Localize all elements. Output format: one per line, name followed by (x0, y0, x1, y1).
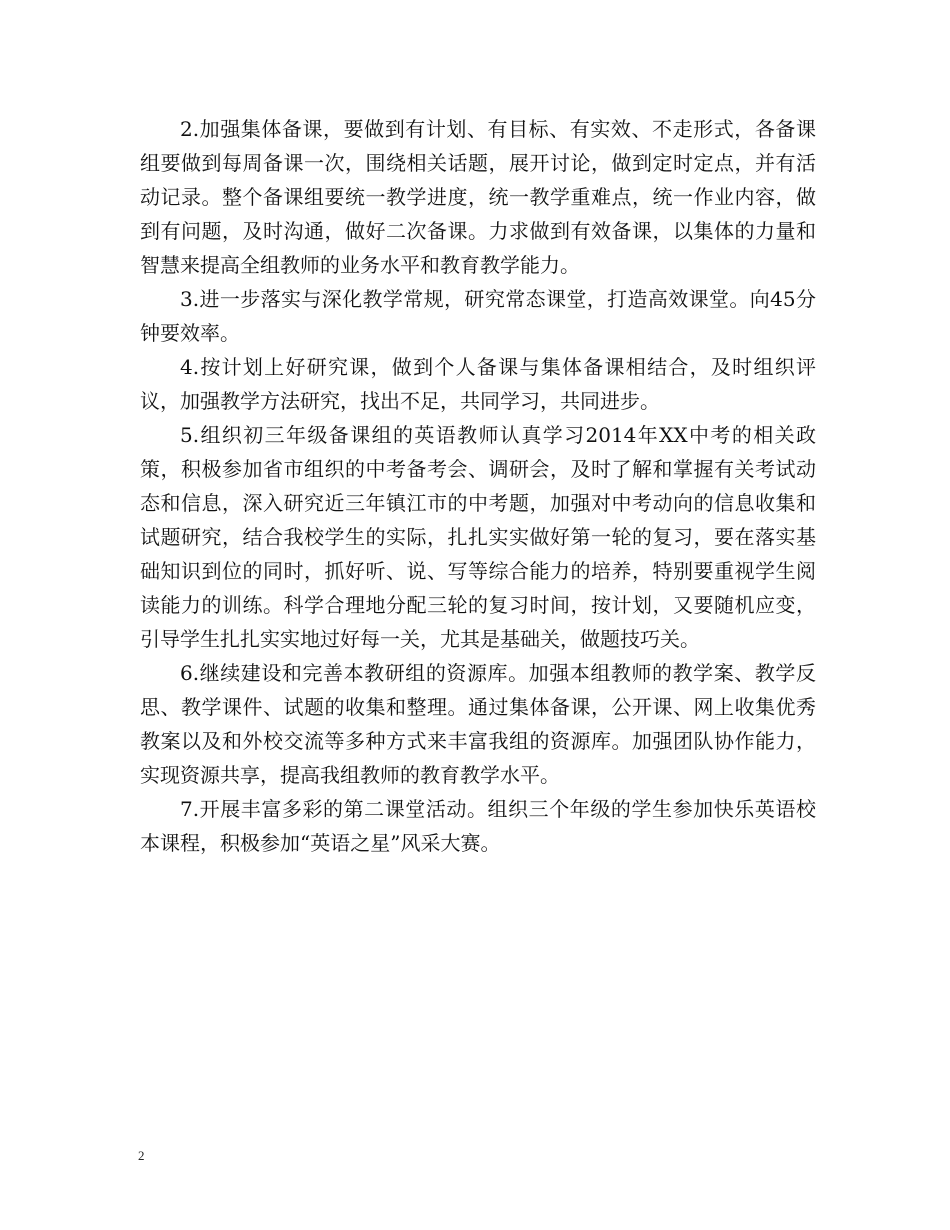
paragraph-item-3: 3.进一步落实与深化教学常规，研究常态课堂，打造高效课堂。向45分钟要效率。 (140, 287, 816, 345)
paragraph-item-5: 5.组织初三年级备课组的英语教师认真学习2014年XX中考的相关政策，积极参加省市组织的中考备考会、调研会，及时了解和掌握有关考试动态和信息，深入研究近三年镇江市的中考题，加强对中考动向的信息收集和试题研究，结合我校学生的实际，扎扎实实做好第一轮的复习，要在落实基础知识到位的同时，抓好听、说、写等综合能力的培养，特别要重视学生阅读能力的训练。科学合理地分配三轮的复习时间，按计划，又要随机应变，引导学生扎扎实实地过好每一关，尤其是基础关，做题技巧关。 (140, 423, 816, 651)
page-number: 2 (138, 1148, 145, 1163)
paragraph-item-4: 4.按计划上好研究课，做到个人备课与集体备课相结合，及时组织评议，加强教学方法研究，找出不足，共同学习，共同进步。 (140, 355, 816, 413)
document-body (140, 112, 816, 860)
paragraph-item-6: 6.继续建设和完善本教研组的资源库。加强本组教师的教学案、教学反思、教学课件、试题的收集和整理。通过集体备课，公开课、网上收集优秀教案以及和外校交流等多种方式来丰富我组的资源库。加强团队协作能力，实现资源共享，提高我组教师的教育教学水平。 (140, 661, 816, 787)
paragraph-item-7: 7.开展丰富多彩的第二课堂活动。组织三个年级的学生参加快乐英语校本课程，积极参加“英语之星”风采大赛。 (140, 797, 816, 855)
paragraph-item-2: 2.加强集体备课，要做到有计划、有目标、有实效、不走形式，各备课组要做到每周备课一次，围绕相关话题，展开讨论，做到定时定点，并有活动记录。整个备课组要统一教学进度，统一教学重难点，统一作业内容，做到有问题，及时沟通，做好二次备课。力求做到有效备课，以集体的力量和智慧来提高全组教师的业务水平和教育教学能力。 (140, 117, 816, 277)
